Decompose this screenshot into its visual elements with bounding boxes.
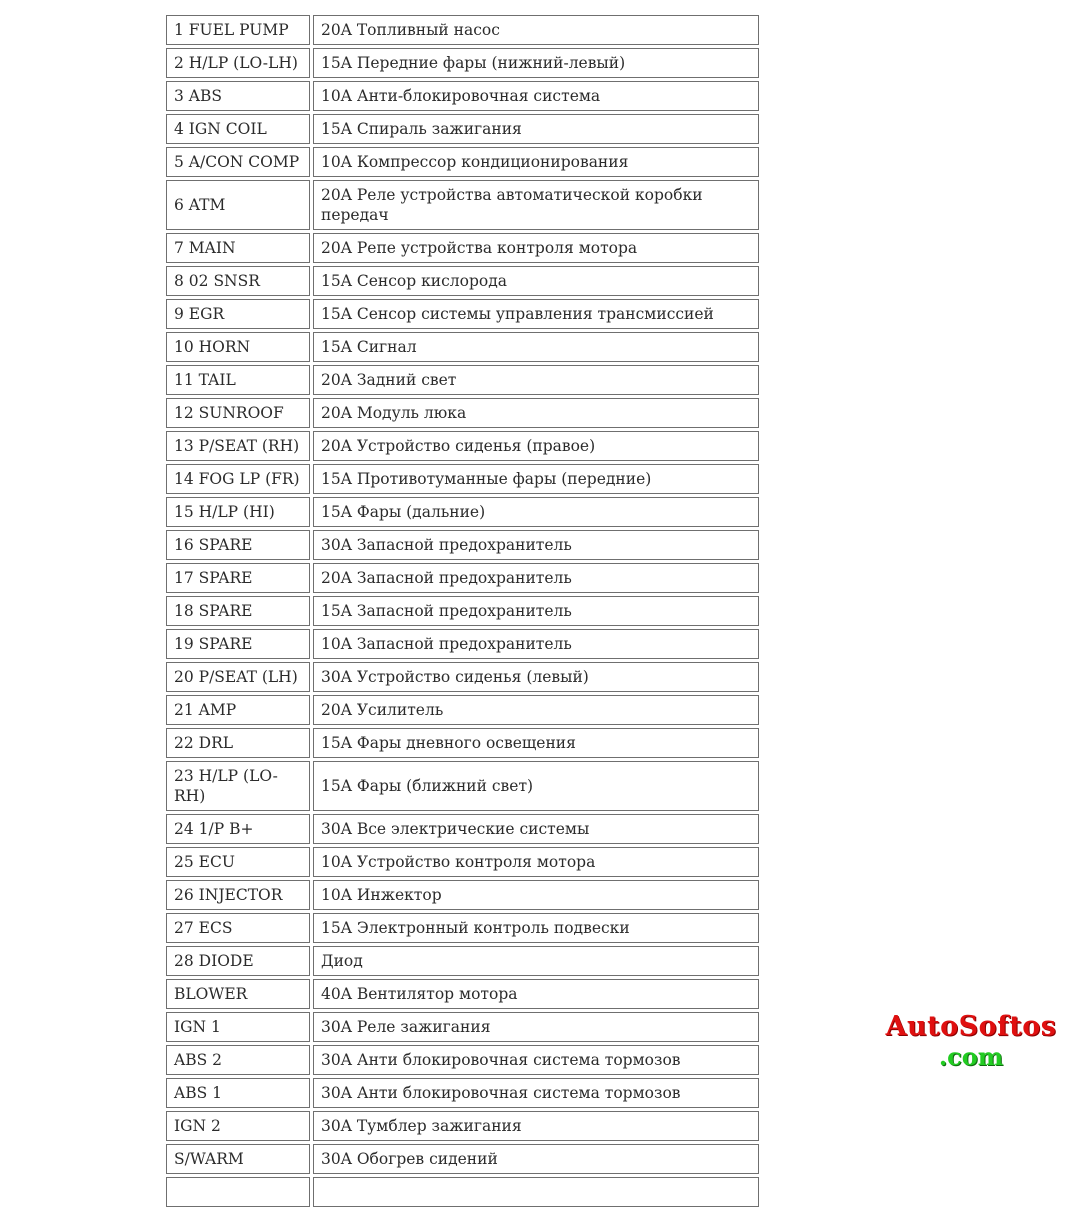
fuse-description-cell: 30A Запасной предохранитель: [313, 530, 759, 560]
fuse-description-cell: 20A Репе устройства контроля мотора: [313, 233, 759, 263]
fuse-description-cell: 20A Задний свет: [313, 365, 759, 395]
fuse-description-cell: 15A Противотуманные фары (передние): [313, 464, 759, 494]
fuse-row: [166, 48, 759, 78]
fuse-row: [166, 596, 759, 626]
fuse-code-cell: 7 MAIN: [166, 233, 310, 263]
fuse-description-cell: 15A Фары (ближний свет): [313, 761, 759, 811]
fuse-code-cell: 11 TAIL: [166, 365, 310, 395]
fuse-row: [166, 15, 759, 45]
fuse-row: [166, 563, 759, 593]
fuse-row: [166, 1111, 759, 1141]
fuse-description-cell: 20A Устройство сиденья (правое): [313, 431, 759, 461]
fuse-row: [166, 266, 759, 296]
fuse-row: [166, 1078, 759, 1108]
fuse-code-cell: 18 SPARE: [166, 596, 310, 626]
fuse-code-cell: S/WARM: [166, 1144, 310, 1174]
fuse-description-cell: 10A Инжектор: [313, 880, 759, 910]
fuse-code-cell: 16 SPARE: [166, 530, 310, 560]
fuse-row: [166, 530, 759, 560]
fuse-code-cell: 15 H/LP (HI): [166, 497, 310, 527]
fuse-row: [166, 662, 759, 692]
fuse-description-cell: 30A Реле зажигания: [313, 1012, 759, 1042]
fuse-code-cell: 21 AMP: [166, 695, 310, 725]
fuse-description-cell: [313, 1177, 759, 1207]
fuse-code-cell: 22 DRL: [166, 728, 310, 758]
fuse-code-cell: 12 SUNROOF: [166, 398, 310, 428]
fuse-description-cell: 30A Анти блокировочная система тормозов: [313, 1078, 759, 1108]
fuse-code-cell: 5 A/CON COMP: [166, 147, 310, 177]
fuse-row: [166, 147, 759, 177]
fuse-code-cell: 3 ABS: [166, 81, 310, 111]
fuse-row: [166, 1045, 759, 1075]
fuse-row: [166, 880, 759, 910]
fuse-description-cell: 10A Анти-блокировочная система: [313, 81, 759, 111]
fuse-description-cell: 30A Анти блокировочная система тормозов: [313, 1045, 759, 1075]
fuse-row: [166, 114, 759, 144]
fuse-row: [166, 81, 759, 111]
fuse-description-cell: 15A Сигнал: [313, 332, 759, 362]
fuse-code-cell: 24 1/P B+: [166, 814, 310, 844]
fuse-code-cell: IGN 1: [166, 1012, 310, 1042]
fuse-code-cell: 20 P/SEAT (LH): [166, 662, 310, 692]
fuse-description-cell: 30A Все электрические системы: [313, 814, 759, 844]
fuse-description-cell: 10A Устройство контроля мотора: [313, 847, 759, 877]
fuse-table-body: [166, 15, 759, 1207]
fuse-row: [166, 1177, 759, 1207]
fuse-code-cell: 27 ECS: [166, 913, 310, 943]
fuse-row: [166, 398, 759, 428]
fuse-row: [166, 299, 759, 329]
fuse-code-cell: 9 EGR: [166, 299, 310, 329]
fuse-row: [166, 180, 759, 230]
fuse-code-cell: 8 02 SNSR: [166, 266, 310, 296]
fuse-row: [166, 728, 759, 758]
fuse-description-cell: 20A Модуль люка: [313, 398, 759, 428]
fuse-row: [166, 695, 759, 725]
fuse-code-cell: [166, 1177, 310, 1207]
watermark-line-2: .com: [938, 1042, 1004, 1071]
fuse-row: [166, 332, 759, 362]
fuse-description-cell: 30A Обогрев сидений: [313, 1144, 759, 1174]
fuse-code-cell: IGN 2: [166, 1111, 310, 1141]
fuse-description-cell: 15A Сенсор кислорода: [313, 266, 759, 296]
fuse-row: [166, 761, 759, 811]
fuse-description-cell: 15A Фары дневного освещения: [313, 728, 759, 758]
fuse-code-cell: 4 IGN COIL: [166, 114, 310, 144]
fuse-description-cell: 15A Запасной предохранитель: [313, 596, 759, 626]
fuse-code-cell: 1 FUEL PUMP: [166, 15, 310, 45]
fuse-code-cell: 6 ATM: [166, 180, 310, 230]
fuse-description-cell: 15A Электронный контроль подвески: [313, 913, 759, 943]
fuse-row: [166, 629, 759, 659]
fuse-code-cell: 19 SPARE: [166, 629, 310, 659]
fuse-description-cell: 30A Устройство сиденья (левый): [313, 662, 759, 692]
fuse-code-cell: 2 H/LP (LO-LH): [166, 48, 310, 78]
fuse-description-cell: 30A Тумблер зажигания: [313, 1111, 759, 1141]
fuse-code-cell: BLOWER: [166, 979, 310, 1009]
fuse-row: [166, 913, 759, 943]
fuse-description-cell: 20A Реле устройства автоматической коробки передач: [313, 180, 759, 230]
fuse-row: [166, 365, 759, 395]
fuse-description-cell: 15A Фары (дальние): [313, 497, 759, 527]
fuse-row: [166, 233, 759, 263]
fuse-code-cell: 25 ECU: [166, 847, 310, 877]
fuse-code-cell: ABS 1: [166, 1078, 310, 1108]
fuse-description-cell: 20A Топливный насос: [313, 15, 759, 45]
fuse-row: [166, 431, 759, 461]
fuse-description-cell: 15A Передние фары (нижний-левый): [313, 48, 759, 78]
fuse-row: [166, 497, 759, 527]
fuse-row: [166, 1012, 759, 1042]
watermark-line-1: AutoSoftos: [885, 1011, 1057, 1042]
fuse-code-cell: 23 H/LP (LO-RH): [166, 761, 310, 811]
fuse-row: [166, 814, 759, 844]
fuse-row: [166, 946, 759, 976]
fuse-code-cell: 14 FOG LP (FR): [166, 464, 310, 494]
autosoftos-watermark: [876, 1012, 1066, 1072]
fuse-code-cell: ABS 2: [166, 1045, 310, 1075]
fuse-description-cell: 20A Усилитель: [313, 695, 759, 725]
fuse-row: [166, 1144, 759, 1174]
fuse-code-cell: 28 DIODE: [166, 946, 310, 976]
fuse-code-cell: 26 INJECTOR: [166, 880, 310, 910]
fuse-description-cell: 40A Вентилятор мотора: [313, 979, 759, 1009]
fuse-description-cell: 20A Запасной предохранитель: [313, 563, 759, 593]
fuse-row: [166, 979, 759, 1009]
fuse-table: [163, 12, 762, 1210]
fuse-description-cell: Диод: [313, 946, 759, 976]
fuse-description-cell: 10A Компрессор кондиционирования: [313, 147, 759, 177]
fuse-row: [166, 847, 759, 877]
fuse-code-cell: 10 HORN: [166, 332, 310, 362]
fuse-row: [166, 464, 759, 494]
fuse-code-cell: 13 P/SEAT (RH): [166, 431, 310, 461]
fuse-description-cell: 15A Спираль зажигания: [313, 114, 759, 144]
fuse-description-cell: 10A Запасной предохранитель: [313, 629, 759, 659]
fuse-description-cell: 15A Сенсор системы управления трансмиссией: [313, 299, 759, 329]
fuse-code-cell: 17 SPARE: [166, 563, 310, 593]
